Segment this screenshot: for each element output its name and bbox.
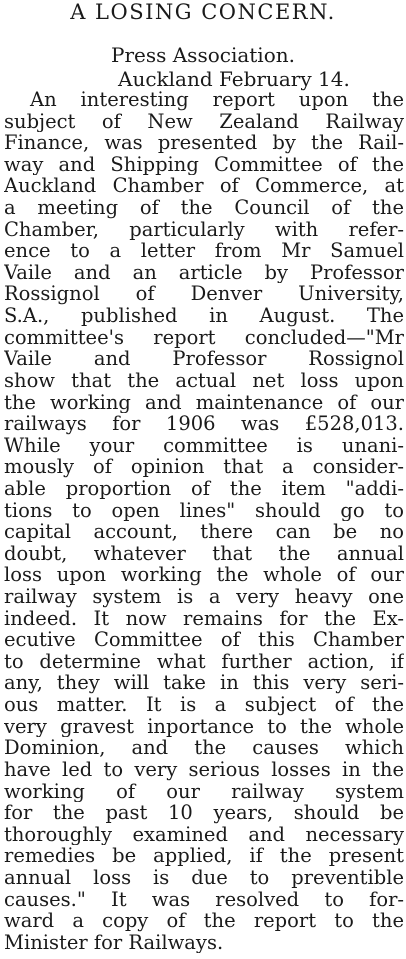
article-line: S.A., published in August. The: [4, 305, 404, 327]
article-line: thoroughly examined and necessary: [4, 823, 404, 846]
article-line: any, they will take in this very seri-: [4, 672, 404, 695]
article-line: Auckland Chamber of Commerce, at: [4, 175, 404, 198]
article-line: remedies be applied, if the present: [4, 845, 404, 867]
article-line: While your committee is unani-: [4, 434, 404, 457]
article-line: An interesting report upon the: [30, 89, 404, 111]
article-line: very gravest inportance to the whole: [4, 715, 404, 738]
article-line: railway system is a very heavy one: [4, 586, 404, 608]
article-line: the working and maintenance of our: [4, 391, 404, 414]
article-body: [4, 89, 404, 953]
article-line: for the past 10 years, should be: [4, 802, 404, 824]
article-line: indeed. It now remains for the Ex-: [4, 607, 404, 630]
article-line: railways for 1906 was £528,013.: [4, 413, 404, 435]
article-line: subject of New Zealand Railway: [4, 110, 404, 133]
article-line: capital account, there can be no: [4, 521, 404, 543]
article-line: way and Shipping Committee of the: [4, 153, 404, 176]
article-line: Dominion, and the causes which: [4, 737, 404, 759]
dateline: Auckland February 14.: [118, 67, 350, 91]
article-line: a meeting of the Council of the: [4, 197, 404, 219]
article-line: Vaile and an article by Professor: [4, 261, 404, 284]
article-line: committee's report concluded—"Mr: [4, 326, 404, 349]
news-agency: Press Association.: [111, 43, 295, 67]
article-line: annual loss is due to preventible: [4, 866, 404, 889]
headline: A LOSING CONCERN.: [70, 0, 336, 24]
article-line: working of our railway system: [4, 780, 404, 803]
article-line: Minister for Railways.: [4, 931, 224, 954]
article-line: ence to a letter from Mr Samuel: [4, 240, 404, 262]
article-line: to determine what further action, if: [4, 650, 404, 673]
article-line: ecutive Committee of this Chamber: [4, 629, 404, 651]
article-line: have led to very serious losses in the: [4, 758, 404, 781]
article-line: loss upon working the whole of our: [4, 564, 404, 587]
article-line: tions to open lines" should go to: [4, 499, 404, 522]
article-line: mously of opinion that a consider-: [4, 456, 404, 478]
article-line: able proportion of the item "addi-: [4, 477, 404, 500]
article-line: show that the actual net loss upon: [4, 369, 404, 392]
article-line: doubt, whatever that the annual: [4, 542, 404, 565]
article-line: ous matter. It is a subject of the: [4, 694, 404, 716]
article-line: Vaile and Professor Rossignol: [4, 348, 404, 370]
article-line: causes." It was resolved to for-: [4, 888, 404, 911]
article-line: Rossignol of Denver University,: [4, 283, 404, 306]
article-line: Finance, was presented by the Rail-: [4, 132, 404, 154]
article-line: ward a copy of the report to the: [4, 910, 404, 932]
article-line: Chamber, particularly with refer-: [4, 218, 404, 241]
